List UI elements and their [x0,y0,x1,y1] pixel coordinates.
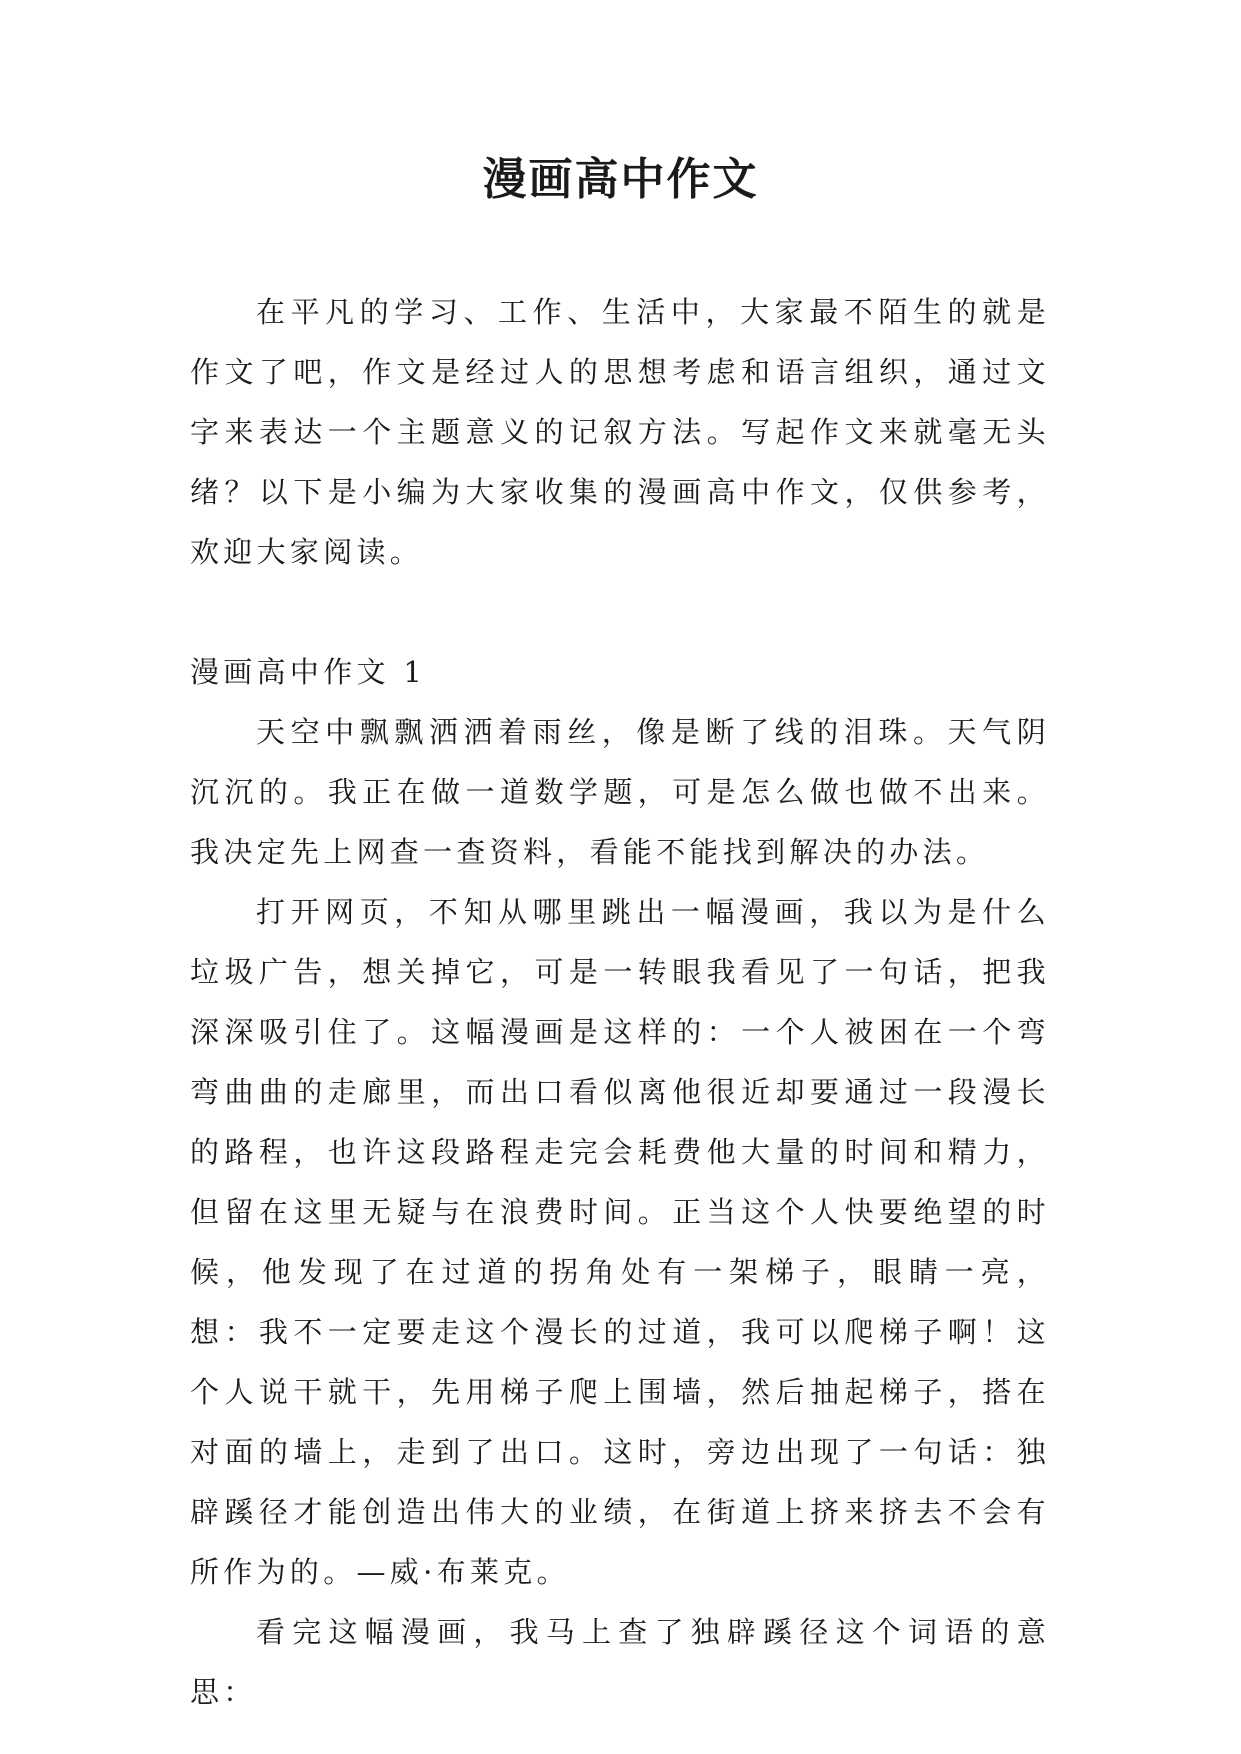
intro-paragraph: 在平凡的学习、工作、生活中，大家最不陌生的就是作文了吧，作文是经过人的思想考虑和语言组织，通过文字来表达一个主题意义的记叙方法。写起作文来就毫无头绪？以下是小编为大家收集的漫画高中作文，仅供参考，欢迎大家阅读。 [190,295,1050,569]
document-body [190,282,1050,1722]
section-gap [190,582,1050,642]
body-paragraph: 打开网页，不知从哪里跳出一幅漫画，我以为是什么垃圾广告，想关掉它，可是一转眼我看见了一句话，把我深深吸引住了。这幅漫画是这样的：一个人被困在一个弯弯曲曲的走廊里，而出口看似离他很近却要通过一段漫长的路程，也许这段路程走完会耗费他大量的时间和精力，但留在这里无疑与在浪费时间。正当这个人快要绝望的时候，他发现了在过道的拐角处有一架梯子，眼睛一亮，想：我不一定要走这个漫长的过道，我可以爬梯子啊！这个人说干就干，先用梯子爬上围墙，然后抽起梯子，搭在对面的墙上，走到了出口。这时，旁边出现了一句话：独辟蹊径才能创造出伟大的业绩，在街道上挤来挤去不会有所作为的。—威·布莱克。 [190,895,1050,1589]
section-heading: 漫画高中作文 1 [190,655,427,689]
document-title: 漫画高中作文 [482,154,759,205]
body-paragraph: 看完这幅漫画，我马上查了独辟蹊径这个词语的意思： [190,1615,1050,1709]
body-paragraph: 天空中飘飘洒洒着雨丝，像是断了线的泪珠。天气阴沉沉的。我正在做一道数学题，可是怎么做也做不出来。我决定先上网查一查资料，看能不能找到解决的办法。 [190,715,1050,869]
